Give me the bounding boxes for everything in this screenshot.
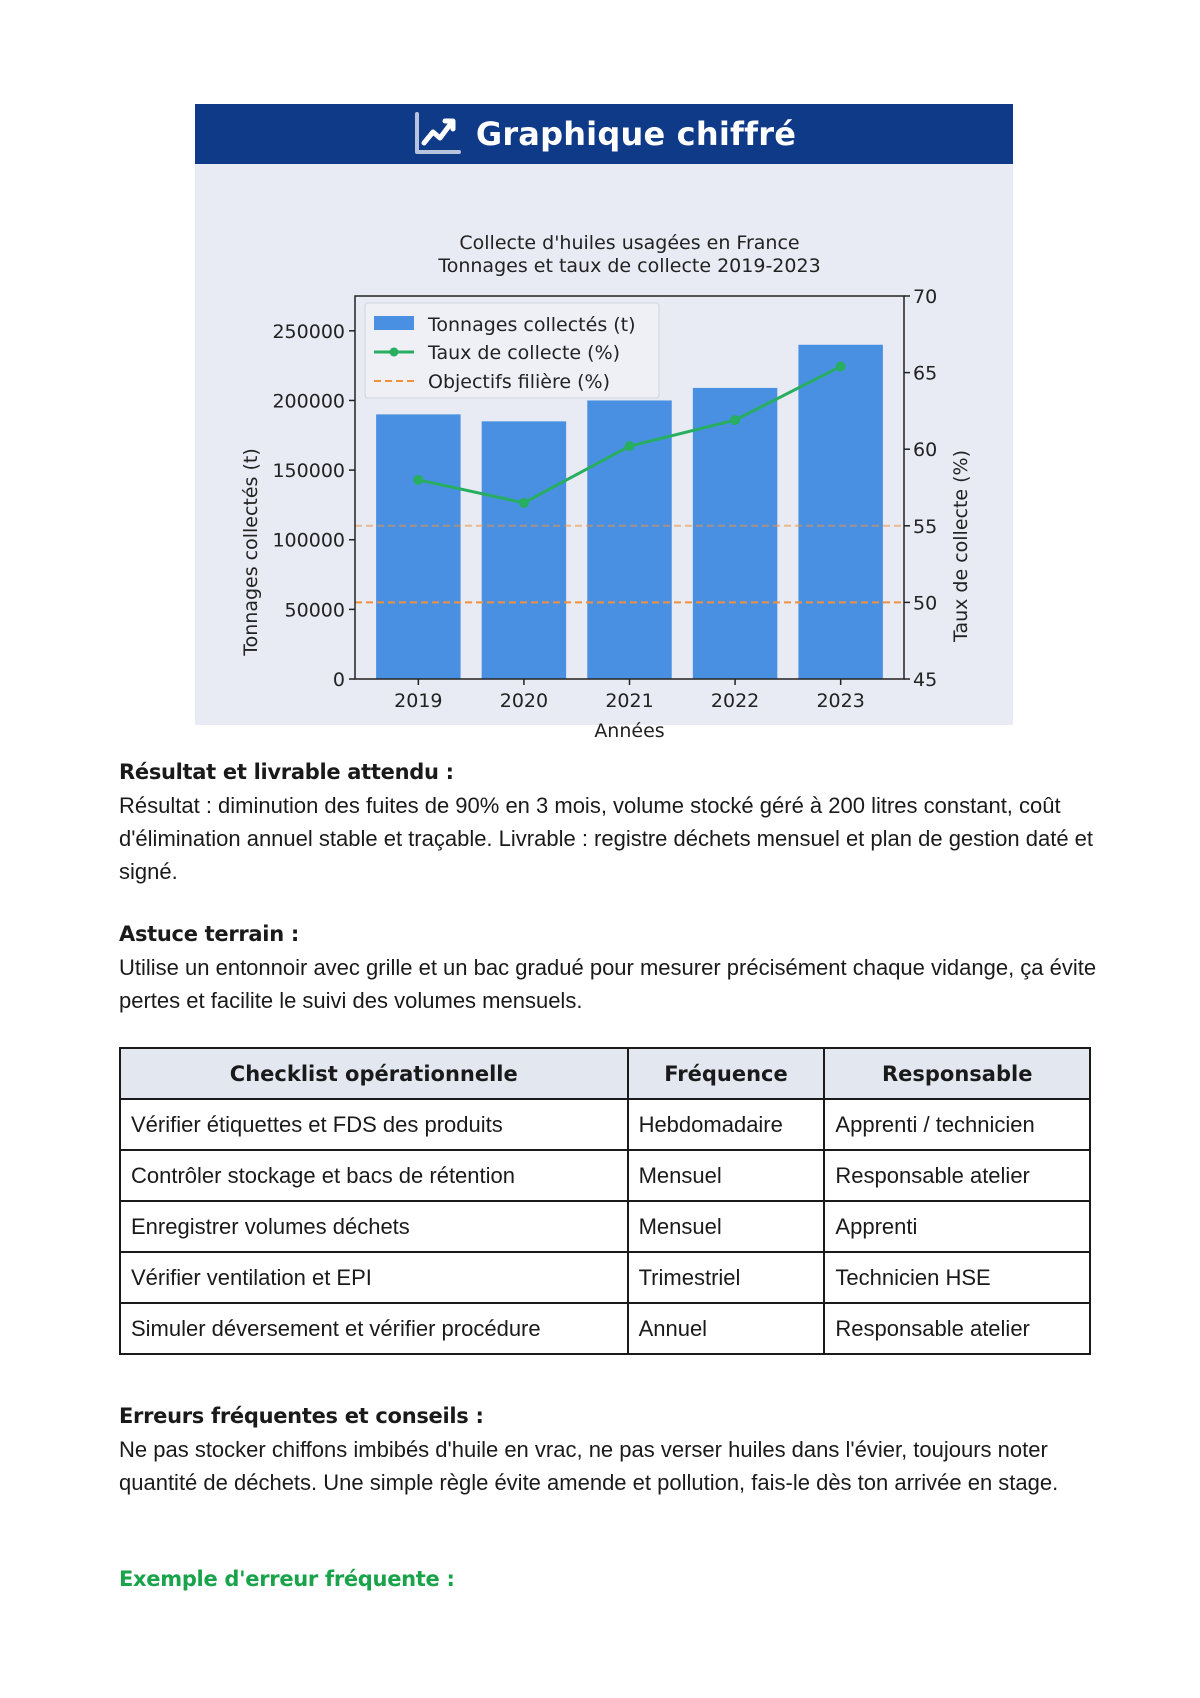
chart-figure xyxy=(195,104,1013,742)
chart-subtitle: Tonnages et taux de collecte 2019-2023 xyxy=(438,255,821,277)
y2-tick-label: 70 xyxy=(913,286,938,308)
x-axis-label: Années xyxy=(594,720,665,742)
y2-tick-label: 65 xyxy=(913,362,938,385)
erreurs-text: Ne pas stocker chiffons imbibés d'huile en vrac, ne pas verser huiles dans l'évier, toujours noter quantité de déchets. Une simple règle évite amende et pollution, fais-le dès ton arrivée en stage. xyxy=(119,1437,1059,1495)
y2-tick-label: 60 xyxy=(913,439,938,462)
astuce-section xyxy=(119,918,1099,1017)
x-tick-label: 2022 xyxy=(710,690,760,712)
bar-2020 xyxy=(482,421,566,679)
rate-point-2022 xyxy=(730,415,740,425)
rate-point-2020 xyxy=(519,498,529,508)
chart-title: Collecte d'huiles usagées en France xyxy=(459,232,800,254)
exemple-heading: Exemple d'erreur fréquente : xyxy=(119,1567,455,1591)
table-cell-task: Contrôler stockage et bacs de rétention xyxy=(120,1150,628,1201)
legend-label-bars: Tonnages collectés (t) xyxy=(428,314,636,336)
table-cell-frequency: Annuel xyxy=(628,1303,825,1354)
table-cell-owner: Apprenti / technicien xyxy=(824,1099,1090,1150)
table-header-responsable: Responsable xyxy=(824,1048,1090,1099)
table-row xyxy=(120,1201,1090,1252)
line-chart-icon xyxy=(412,111,462,157)
table-header-row xyxy=(120,1048,1090,1099)
table-cell-owner: Responsable atelier xyxy=(824,1150,1090,1201)
astuce-text: Utilise un entonnoir avec grille et un bac gradué pour mesurer précisément chaque vidange, ça évite pertes et facilite le suivi des volumes mensuels. xyxy=(119,955,1097,1013)
table-row xyxy=(120,1252,1090,1303)
y-tick-label: 200000 xyxy=(272,390,345,413)
table-cell-owner: Apprenti xyxy=(824,1201,1090,1252)
table-cell-owner: Responsable atelier xyxy=(824,1303,1090,1354)
y-tick-label: 250000 xyxy=(272,320,345,343)
y-axis-label: Tonnages collectés (t) xyxy=(240,448,262,656)
x-tick-label: 2019 xyxy=(394,690,443,712)
astuce-heading: Astuce terrain : xyxy=(119,922,299,946)
rate-point-2023 xyxy=(836,361,846,371)
checklist-table xyxy=(119,1047,1091,1355)
y2-axis-label: Taux de collecte (%) xyxy=(950,449,972,643)
y-tick-label: 0 xyxy=(332,669,345,691)
table-row xyxy=(120,1099,1090,1150)
resultat-section xyxy=(119,756,1099,888)
y-tick-label: 50000 xyxy=(284,599,345,622)
table-row xyxy=(120,1150,1090,1201)
x-tick-label: 2021 xyxy=(605,690,654,712)
figure-header-title: Graphique chiffré xyxy=(475,115,797,153)
table-cell-frequency: Trimestriel xyxy=(628,1252,825,1303)
y-tick-label: 150000 xyxy=(272,460,345,483)
table-cell-frequency: Mensuel xyxy=(628,1150,825,1201)
table-header-checklist: Checklist opérationnelle xyxy=(120,1048,628,1099)
y-tick-label: 100000 xyxy=(272,529,345,552)
rate-point-2019 xyxy=(413,475,423,485)
table-header-frequence: Fréquence xyxy=(628,1048,825,1099)
y2-tick-label: 55 xyxy=(913,515,938,538)
table-cell-task: Simuler déversement et vérifier procédure xyxy=(120,1303,628,1354)
y2-tick-label: 45 xyxy=(913,669,938,691)
erreurs-section xyxy=(119,1400,1099,1499)
legend-label-objectives: Objectifs filière (%) xyxy=(428,371,611,393)
exemple-section xyxy=(119,1563,1099,1596)
table-cell-task: Vérifier ventilation et EPI xyxy=(120,1252,628,1303)
resultat-text: Résultat : diminution des fuites de 90% en 3 mois, volume stocké géré à 200 litres constant, coût d'élimination annuel stable et traçable. Livrable : registre déchets mensuel et plan de gestion daté et signé. xyxy=(119,793,1094,884)
erreurs-heading: Erreurs fréquentes et conseils : xyxy=(119,1404,484,1428)
y2-tick-label: 50 xyxy=(913,592,938,615)
table-cell-task: Vérifier étiquettes et FDS des produits xyxy=(120,1099,628,1150)
figure-header xyxy=(195,104,1013,164)
chart xyxy=(195,164,1013,742)
table-cell-frequency: Mensuel xyxy=(628,1201,825,1252)
bar-2019 xyxy=(376,414,460,679)
table-cell-task: Enregistrer volumes déchets xyxy=(120,1201,628,1252)
legend-label-rate: Taux de collecte (%) xyxy=(428,342,621,364)
rate-point-2021 xyxy=(625,441,635,451)
table-row xyxy=(120,1303,1090,1354)
bar-2023 xyxy=(798,345,882,679)
x-tick-label: 2020 xyxy=(499,690,549,712)
x-tick-label: 2023 xyxy=(816,690,865,712)
resultat-heading: Résultat et livrable attendu : xyxy=(119,760,454,784)
bar-2022 xyxy=(693,388,777,679)
table-cell-owner: Technicien HSE xyxy=(824,1252,1090,1303)
legend-swatch-rate-dot xyxy=(390,348,399,357)
table-cell-frequency: Hebdomadaire xyxy=(628,1099,825,1150)
legend-swatch-bars xyxy=(374,316,414,330)
